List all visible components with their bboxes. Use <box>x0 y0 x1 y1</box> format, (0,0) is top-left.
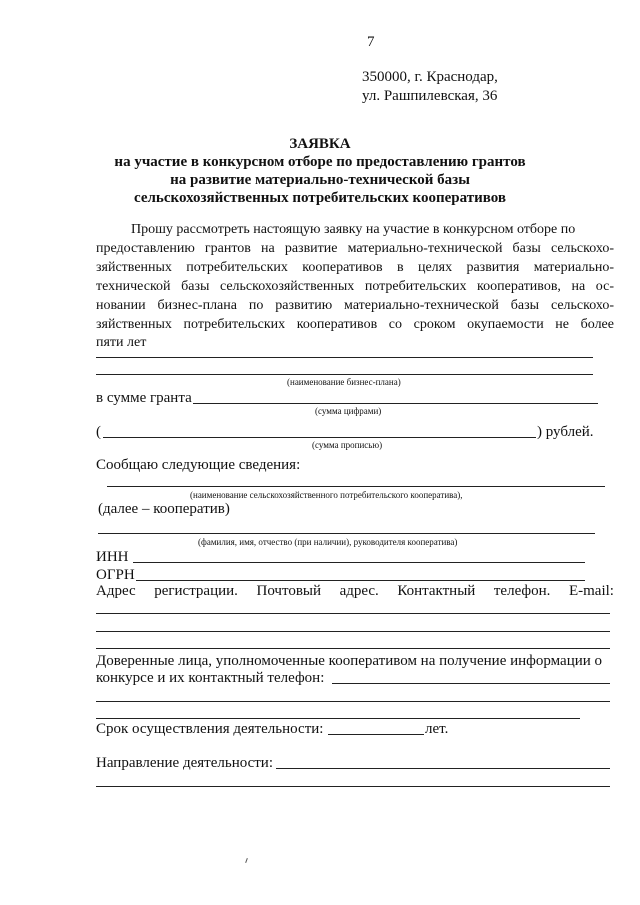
document-subtitle-1: на участие в конкурсном отборе по предоставлению грантов <box>114 154 526 170</box>
direction-line-1[interactable] <box>276 768 610 769</box>
trusted-persons-line-1: Доверенные лица, уполномоченные кооперативом на получение информации о <box>96 653 603 669</box>
sum-digits-caption: (сумма цифрами) <box>315 406 382 416</box>
address-line-b[interactable] <box>96 631 610 632</box>
rubles-label: ) рублей. <box>537 424 594 440</box>
term-input-line[interactable] <box>328 734 424 735</box>
page-number: 7 <box>367 34 375 50</box>
term-label: Срок осуществления деятельности: <box>96 721 324 737</box>
trusted-persons-line-2: конкурсе и их контактный телефон: <box>96 670 325 686</box>
address-word-7: E-mail: <box>568 583 614 599</box>
head-name-caption: (фамилия, имя, отчество (при наличии), руководителя кооператива) <box>198 537 458 547</box>
intro-line-3: зяйственных потребительских кооперативов в целях развития материально- <box>96 260 614 275</box>
address-word-1: Адрес <box>96 583 136 599</box>
inn-line[interactable] <box>133 562 585 563</box>
address-word-4: адрес. <box>339 583 379 599</box>
report-label: Сообщаю следующие сведения: <box>96 457 301 473</box>
head-name-line[interactable] <box>98 533 595 534</box>
business-plan-caption: (наименование бизнес-плана) <box>287 377 401 387</box>
intro-line-5: новании бизнес-плана по развитию материально-технической базы сельскохо- <box>96 298 614 313</box>
further-label: (далее – кооператив) <box>98 501 230 517</box>
document-subtitle-2: на развитие материально-технической базы <box>170 172 470 188</box>
intro-line-6: зяйственных потребительских кооперативов со сроком окупаемости не более <box>96 317 614 332</box>
address-line-1: 350000, г. Краснодар, <box>362 69 498 85</box>
intro-line-4: технической базы сельскохозяйственных потребительских кооперативов, на ос- <box>96 279 614 294</box>
address-line-a[interactable] <box>96 613 610 614</box>
trusted-persons-line-b[interactable] <box>96 718 580 719</box>
grant-sum-digits-line[interactable] <box>193 403 598 404</box>
intro-line-2: предоставлению грантов на развитие материально-технической базы сельскохо- <box>96 241 614 256</box>
intro-line-1: Прошу рассмотреть настоящую заявку на участие в конкурсном отборе по <box>131 222 576 237</box>
scan-mark <box>245 858 248 863</box>
document-title: ЗАЯВКА <box>289 136 351 152</box>
document-subtitle-3: сельскохозяйственных потребительских кооперативов <box>134 190 506 206</box>
business-plan-line-1[interactable] <box>96 357 593 358</box>
trusted-persons-line-a[interactable] <box>96 701 610 702</box>
direction-label: Направление деятельности: <box>96 755 274 771</box>
sum-words-caption: (сумма прописью) <box>312 440 383 450</box>
paren-open: ( <box>96 424 101 440</box>
business-plan-line-2[interactable] <box>96 374 593 375</box>
grant-sum-words-line[interactable] <box>103 437 536 438</box>
address-word-2: регистрации. <box>154 583 238 599</box>
address-word-3: Почтовый <box>256 583 322 599</box>
trusted-persons-contact-line[interactable] <box>332 683 610 684</box>
address-word-5: Контактный <box>397 583 476 599</box>
direction-line-2[interactable] <box>96 786 610 787</box>
ogrn-label: ОГРН <box>96 567 135 583</box>
address-line-c[interactable] <box>96 648 610 649</box>
address-contacts-label <box>96 582 614 600</box>
inn-label: ИНН <box>96 549 129 565</box>
ogrn-line[interactable] <box>136 580 585 581</box>
address-line-2: ул. Рашпилевская, 36 <box>362 88 498 104</box>
grant-sum-label: в сумме гранта <box>96 390 192 406</box>
coop-name-caption: (наименование сельскохозяйственного потребительского кооператива), <box>190 490 463 500</box>
intro-line-7: пяти лет <box>96 335 147 350</box>
coop-name-line[interactable] <box>107 486 605 487</box>
term-unit: лет. <box>425 721 449 737</box>
address-word-6: телефон. <box>493 583 551 599</box>
